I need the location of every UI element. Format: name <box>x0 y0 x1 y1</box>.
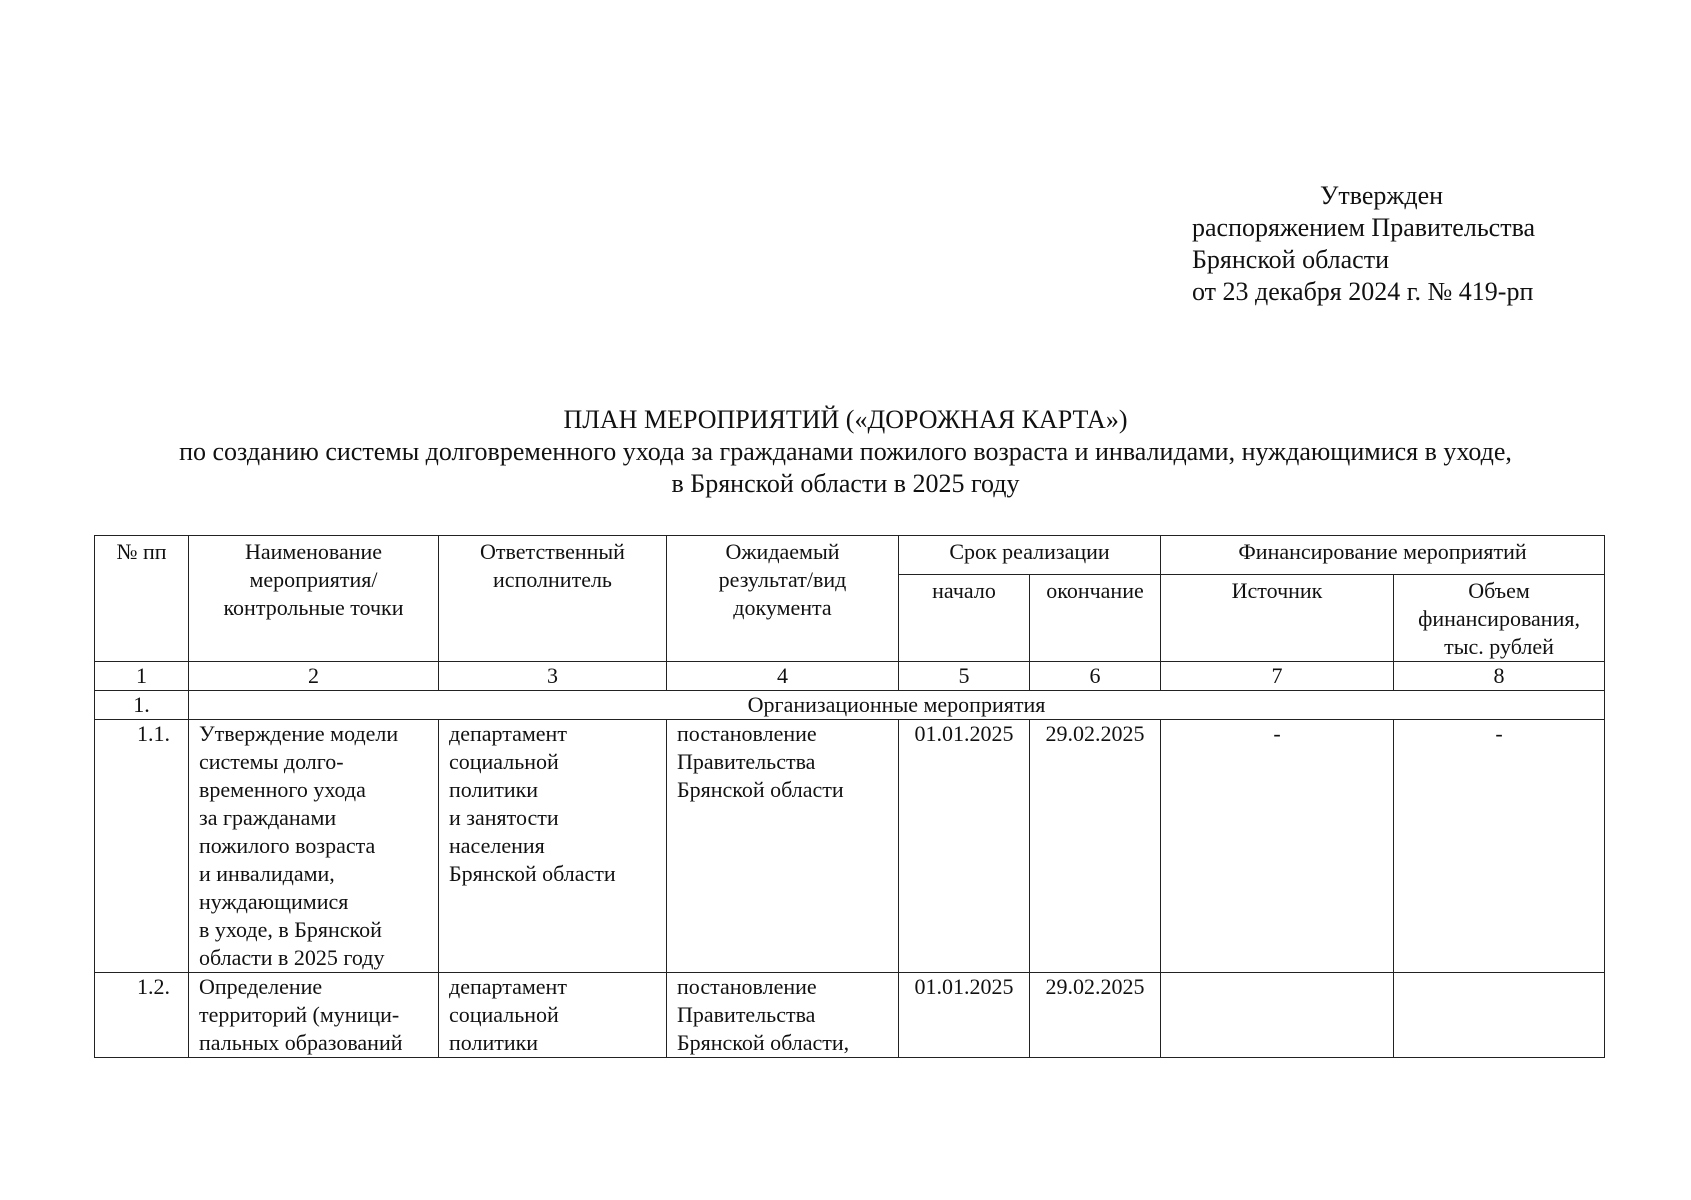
header-period-start: начало <box>899 575 1030 662</box>
row-number: 1.2. <box>95 973 189 1058</box>
row-name: Утверждение модели системы долго- временного ухода за гражданами пожилого возраста и инвалидами, нуждающимися в уходе, в Брянской области в 2025 году <box>189 720 439 973</box>
row-end-date: 29.02.2025 <box>1030 720 1161 973</box>
document-title <box>0 404 1691 500</box>
approval-date-number: от 23 декабря 2024 г. № 419-рп <box>1192 277 1534 306</box>
row-result: постановление Правительства Брянской области <box>667 720 899 973</box>
header-period: Срок реализации <box>899 536 1161 575</box>
approval-region: Брянской области <box>1192 245 1389 274</box>
header-executor: Ответственный исполнитель <box>439 536 667 662</box>
header-row-1 <box>95 536 1605 575</box>
column-number: 5 <box>899 662 1030 691</box>
column-number: 2 <box>189 662 439 691</box>
section-label: Организационные мероприятия <box>189 691 1605 720</box>
approval-title: Утвержден <box>1320 181 1444 210</box>
title-line-3: в Брянской области в 2025 году <box>671 469 1020 498</box>
row-name: Определение территорий (муници- пальных образований <box>189 973 439 1058</box>
row-end-date: 29.02.2025 <box>1030 973 1161 1058</box>
table-row <box>95 973 1605 1058</box>
row-executor: департамент социальной политики и занятости населения Брянской области <box>439 720 667 973</box>
table-row <box>95 720 1605 973</box>
column-number: 4 <box>667 662 899 691</box>
row-source: - <box>1161 720 1394 973</box>
row-executor: департамент социальной политики <box>439 973 667 1058</box>
column-number: 8 <box>1394 662 1605 691</box>
row-volume <box>1394 973 1605 1058</box>
header-num: № пп <box>95 536 189 662</box>
row-result: постановление Правительства Брянской области, <box>667 973 899 1058</box>
title-line-1: ПЛАН МЕРОПРИЯТИЙ («ДОРОЖНАЯ КАРТА») <box>563 405 1128 434</box>
approval-decree: распоряжением Правительства <box>1192 213 1536 242</box>
column-number: 1 <box>95 662 189 691</box>
row-number: 1.1. <box>95 720 189 973</box>
header-volume: Объем финансирования, тыс. рублей <box>1394 575 1605 662</box>
header-financing: Финансирование мероприятий <box>1161 536 1605 575</box>
row-start-date: 01.01.2025 <box>899 720 1030 973</box>
header-period-end: окончание <box>1030 575 1161 662</box>
roadmap-table <box>94 535 1605 1058</box>
row-volume: - <box>1394 720 1605 973</box>
header-result: Ожидаемый результат/вид документа <box>667 536 899 662</box>
section-number: 1. <box>95 691 189 720</box>
header-name: Наименование мероприятия/ контрольные точки <box>189 536 439 662</box>
row-start-date: 01.01.2025 <box>899 973 1030 1058</box>
column-number: 6 <box>1030 662 1161 691</box>
column-number: 7 <box>1161 662 1394 691</box>
header-source: Источник <box>1161 575 1394 662</box>
column-number-row <box>95 662 1605 691</box>
approval-stamp <box>1192 180 1535 308</box>
section-row <box>95 691 1605 720</box>
column-number: 3 <box>439 662 667 691</box>
title-line-2: по созданию системы долговременного ухода за гражданами пожилого возраста и инвалидами, нуждающимися в уходе, <box>179 437 1512 466</box>
row-source <box>1161 973 1394 1058</box>
